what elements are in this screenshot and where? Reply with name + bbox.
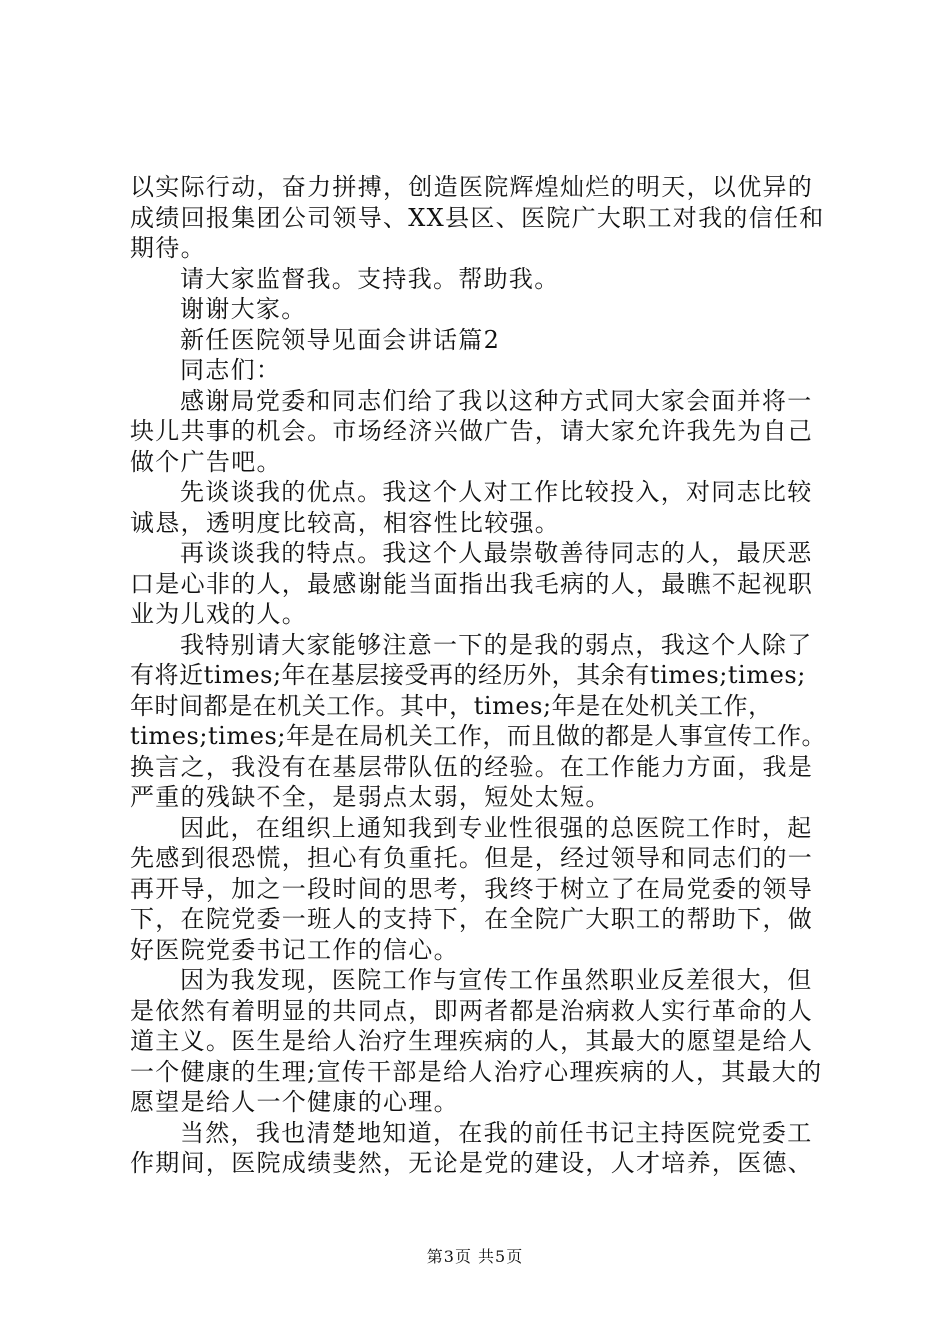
document-body [130, 172, 830, 1179]
text-line: 谢谢大家。 [180, 295, 307, 323]
text-line: 诚恳，透明度比较高，相容性比较强。 [130, 508, 561, 537]
text-line: 先谈谈我的优点。我这个人对工作比较投入，对同志比较 [180, 478, 813, 506]
page-footer: 第3页 共5页 [426, 1247, 524, 1266]
text-line: 成绩回报集团公司领导、XX县区、医院广大职工对我的信任和 [130, 203, 825, 232]
text-line: 是依然有着明显的共同点，即两者都是治病救人实行革命的人 [130, 996, 814, 1025]
text-line: 好医院党委书记工作的信心。 [130, 935, 459, 964]
text-line: 块儿共事的机会。市场经济兴做广告，请大家允许我先为自己 [130, 417, 814, 445]
text-line: times;times;年是在局机关工作，而且做的都是人事宣传工作。 [130, 722, 827, 750]
text-line: 我特别请大家能够注意一下的是我的弱点，我这个人除了 [180, 630, 813, 659]
text-line: 同志们： [180, 356, 282, 384]
text-line: 因此，在组织上通知我到专业性很强的总医院工作时，起 [180, 813, 813, 842]
text-line: 先感到很恐慌，担心有负重托。但是，经过领导和同志们的一 [130, 844, 814, 872]
text-line: 严重的残缺不全，是弱点太弱，短处太短。 [130, 783, 611, 811]
text-line: 有将近times;年在基层接受再的经历外，其余有times;times; [130, 661, 806, 689]
text-line: 道主义。医生是给人治疗生理疾病的人，其最大的愿望是给人 [130, 1027, 814, 1055]
text-line: 年时间都是在机关工作。其中，times;年是在处机关工作， [130, 691, 773, 720]
text-line: 业为儿戏的人。 [130, 600, 308, 628]
text-line: 再开导，加之一段时间的思考，我终于树立了在局党委的领导 [130, 874, 814, 903]
text-line: 当然，我也清楚地知道，在我的前任书记主持医院党委工 [180, 1118, 813, 1147]
text-line: 换言之，我没有在基层带队伍的经验。在工作能力方面，我是 [130, 752, 814, 781]
text-line: 期待。 [130, 234, 206, 262]
text-line: 再谈谈我的特点。我这个人最崇敬善待同志的人，最厌恶 [180, 539, 813, 567]
text-line: 感谢局党委和同志们给了我以这种方式同大家会面并将一 [180, 386, 813, 415]
text-line: 口是心非的人，最感谢能当面指出我毛病的人，最瞧不起视职 [130, 569, 814, 598]
text-line: 做个广告吧。 [130, 447, 282, 476]
text-line: 下，在院党委一班人的支持下，在全院广大职工的帮助下，做 [130, 905, 814, 933]
text-line: 因为我发现，医院工作与宣传工作虽然职业反差很大，但 [180, 966, 813, 994]
text-line: 愿望是给人一个健康的心理。 [130, 1088, 459, 1116]
text-line: 新任医院领导见面会讲话篇2 [180, 325, 501, 354]
text-line: 一个健康的生理;宣传干部是给人治疗心理疾病的人，其最大的 [130, 1057, 823, 1086]
text-line: 以实际行动，奋力拼搏，创造医院辉煌灿烂的明天，以优异的 [130, 173, 814, 201]
text-line: 请大家监督我。支持我。帮助我。 [180, 264, 560, 293]
text-line: 作期间，医院成绩斐然，无论是党的建设，人才培养，医德、 [130, 1149, 814, 1177]
